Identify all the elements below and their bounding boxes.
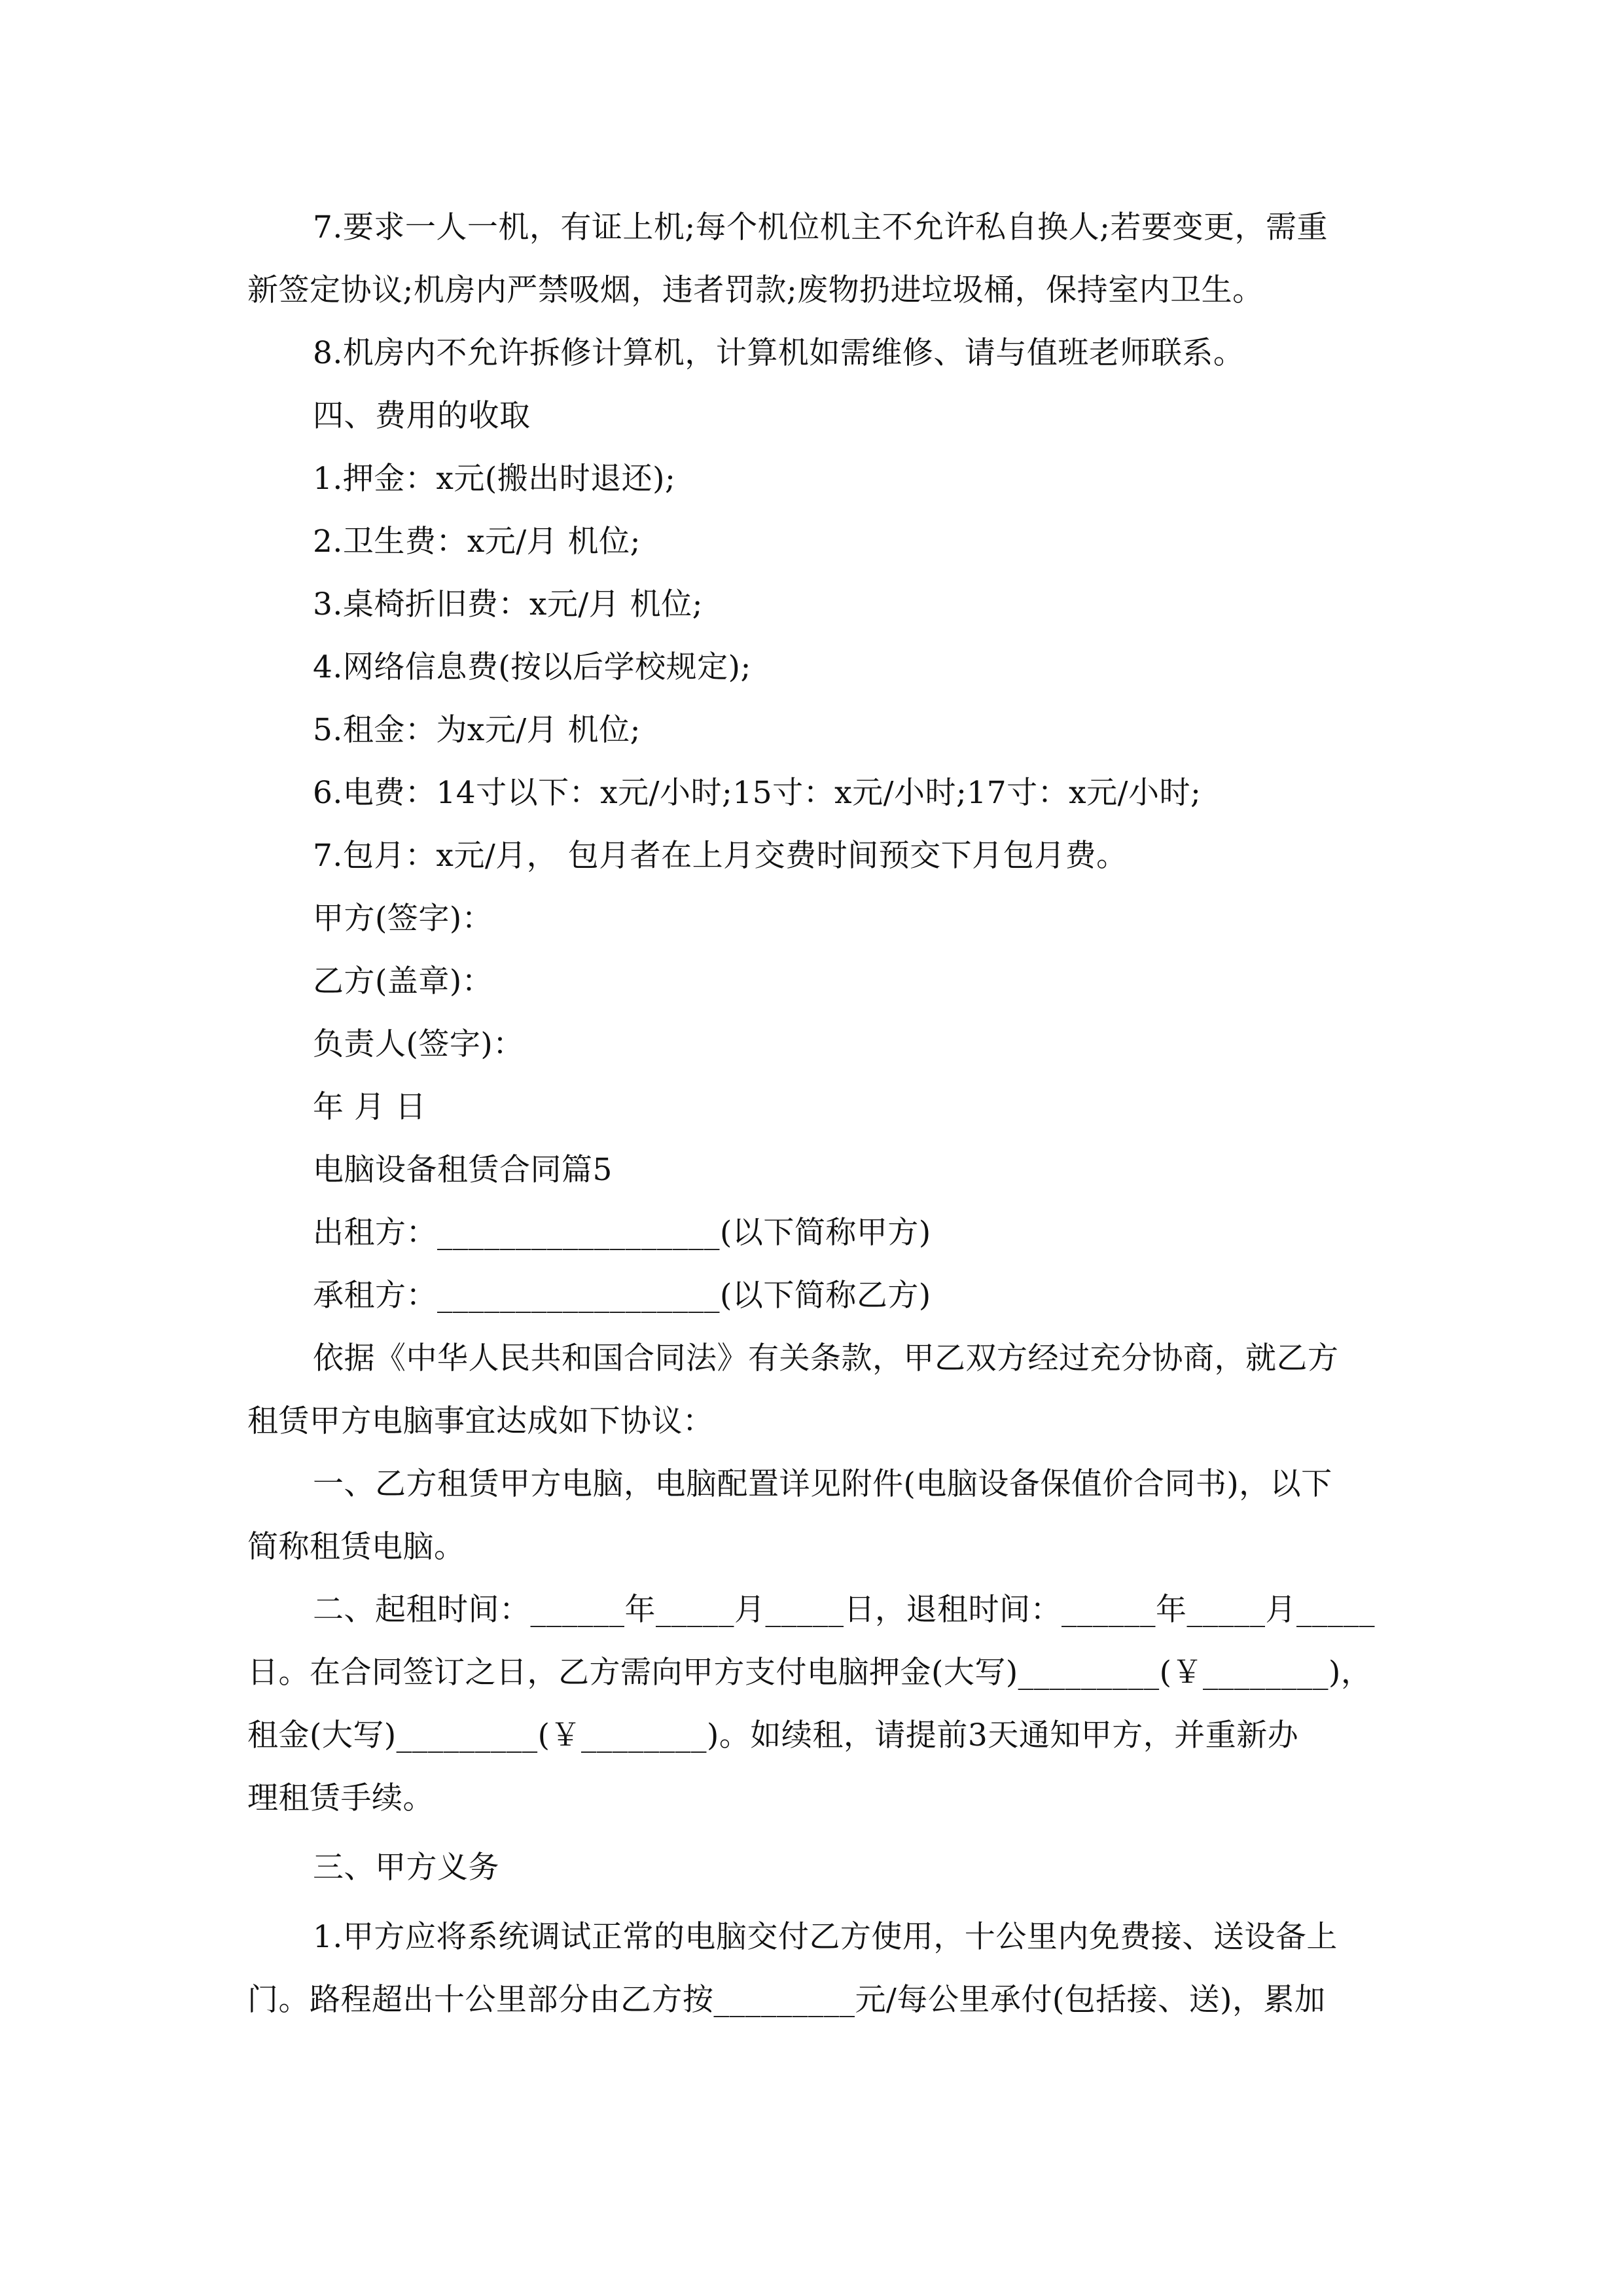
date-line: 年 月 日 — [313, 1089, 427, 1125]
fee-item: 4.网络信息费(按以后学校规定); — [313, 649, 751, 685]
signature-line-party-a: 甲方(签字)： — [313, 901, 493, 937]
paragraph-line: 依据《中华人民共和国合同法》有关条款，甲乙双方经过充分协商，就乙方 — [313, 1340, 1339, 1376]
section-heading: 三、甲方义务 — [313, 1850, 499, 1886]
paragraph-line: 门。路程超出十公里部分由乙方按_________元/每公里承付(包括接、送)，累加 — [247, 1982, 1326, 2018]
paragraph-line: 简称租赁电脑。 — [247, 1529, 465, 1565]
paragraph-line: 租金(大写)_________(￥________)。如续租，请提前3天通知甲方，并重新办 — [247, 1717, 1299, 1753]
signature-line-party-b: 乙方(盖章)： — [313, 963, 493, 999]
contract-title: 电脑设备租赁合同篇5 — [313, 1152, 613, 1188]
paragraph-line: 二、起租时间：______年_____月_____日，退租时间：______年_____月_____ — [313, 1592, 1375, 1628]
signature-line-responsible: 负责人(签字)： — [313, 1026, 524, 1062]
section-heading: 四、费用的收取 — [313, 398, 531, 434]
fee-item: 2.卫生费：x元/月 机位; — [313, 524, 641, 560]
paragraph-line: 租赁甲方电脑事宜达成如下协议： — [247, 1403, 714, 1439]
fee-item: 7.包月：x元/月， 包月者在上月交费时间预交下月包月费。 — [313, 838, 1128, 874]
fee-item: 5.租金：为x元/月 机位; — [313, 712, 641, 748]
paragraph-line: 一、乙方租赁甲方电脑，电脑配置详见附件(电脑设备保值价合同书)，以下 — [313, 1466, 1332, 1502]
paragraph-line: 8.机房内不允许拆修计算机，计算机如需维修、请与值班老师联系。 — [313, 335, 1245, 371]
paragraph-line: 日。在合同签订之日，乙方需向甲方支付电脑押金(大写)_________(￥________)， — [247, 1655, 1372, 1691]
fee-item: 1.押金：x元(搬出时退还); — [313, 461, 676, 497]
paragraph-line: 新签定协议;机房内严禁吸烟，违者罚款;废物扔进垃圾桶，保持室内卫生。 — [247, 272, 1264, 308]
lessor-line: 出租方：__________________(以下简称甲方) — [313, 1215, 931, 1251]
paragraph-line: 1.甲方应将系统调试正常的电脑交付乙方使用，十公里内免费接、送设备上 — [313, 1919, 1338, 1955]
fee-item: 3.桌椅折旧费：x元/月 机位; — [313, 586, 703, 622]
fee-item: 6.电费：14寸以下：x元/小时;15寸：x元/小时;17寸：x元/小时; — [313, 775, 1202, 811]
lessee-line: 承租方：__________________(以下简称乙方) — [313, 1278, 931, 1314]
paragraph-line: 7.要求一人一机，有证上机;每个机位机主不允许私自换人;若要变更，需重 — [313, 209, 1329, 245]
paragraph-line: 理租赁手续。 — [247, 1780, 434, 1816]
